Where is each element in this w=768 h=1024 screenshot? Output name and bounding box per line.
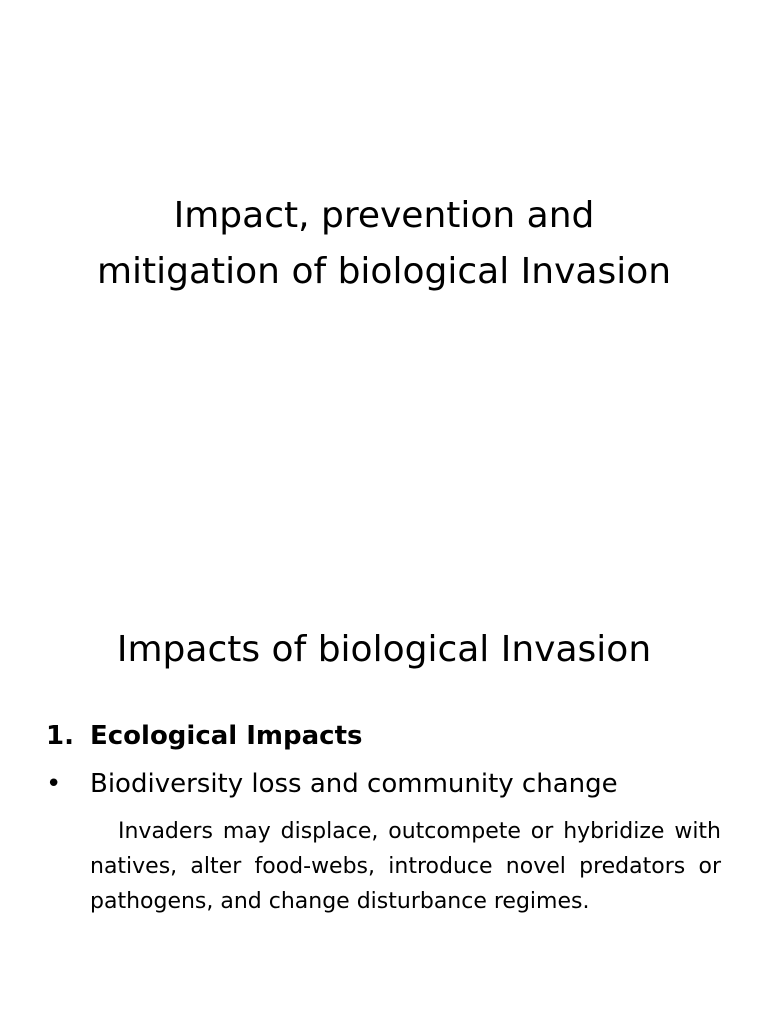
slide-heading: Impacts of biological Invasion xyxy=(116,629,652,670)
list-number: 1. xyxy=(46,721,74,751)
body-paragraph: Invaders may displace, outcompete or hybridize with natives, alter food-webs, introduce novel predators or pathogens, and change disturbance regimes. xyxy=(90,819,721,914)
content-slide xyxy=(0,576,768,1024)
bullet-icon: • xyxy=(46,769,62,799)
slide-title-line-1: Impact, prevention and xyxy=(173,195,595,236)
bullet-list-item xyxy=(46,766,726,802)
bullet-item-label: Biodiversity loss and community change xyxy=(90,769,618,799)
slide-title xyxy=(60,188,708,300)
numbered-item-label: Ecological Impacts xyxy=(90,721,363,751)
slide-title-line-2: mitigation of biological Invasion xyxy=(96,251,672,292)
numbered-list-item xyxy=(46,718,726,754)
